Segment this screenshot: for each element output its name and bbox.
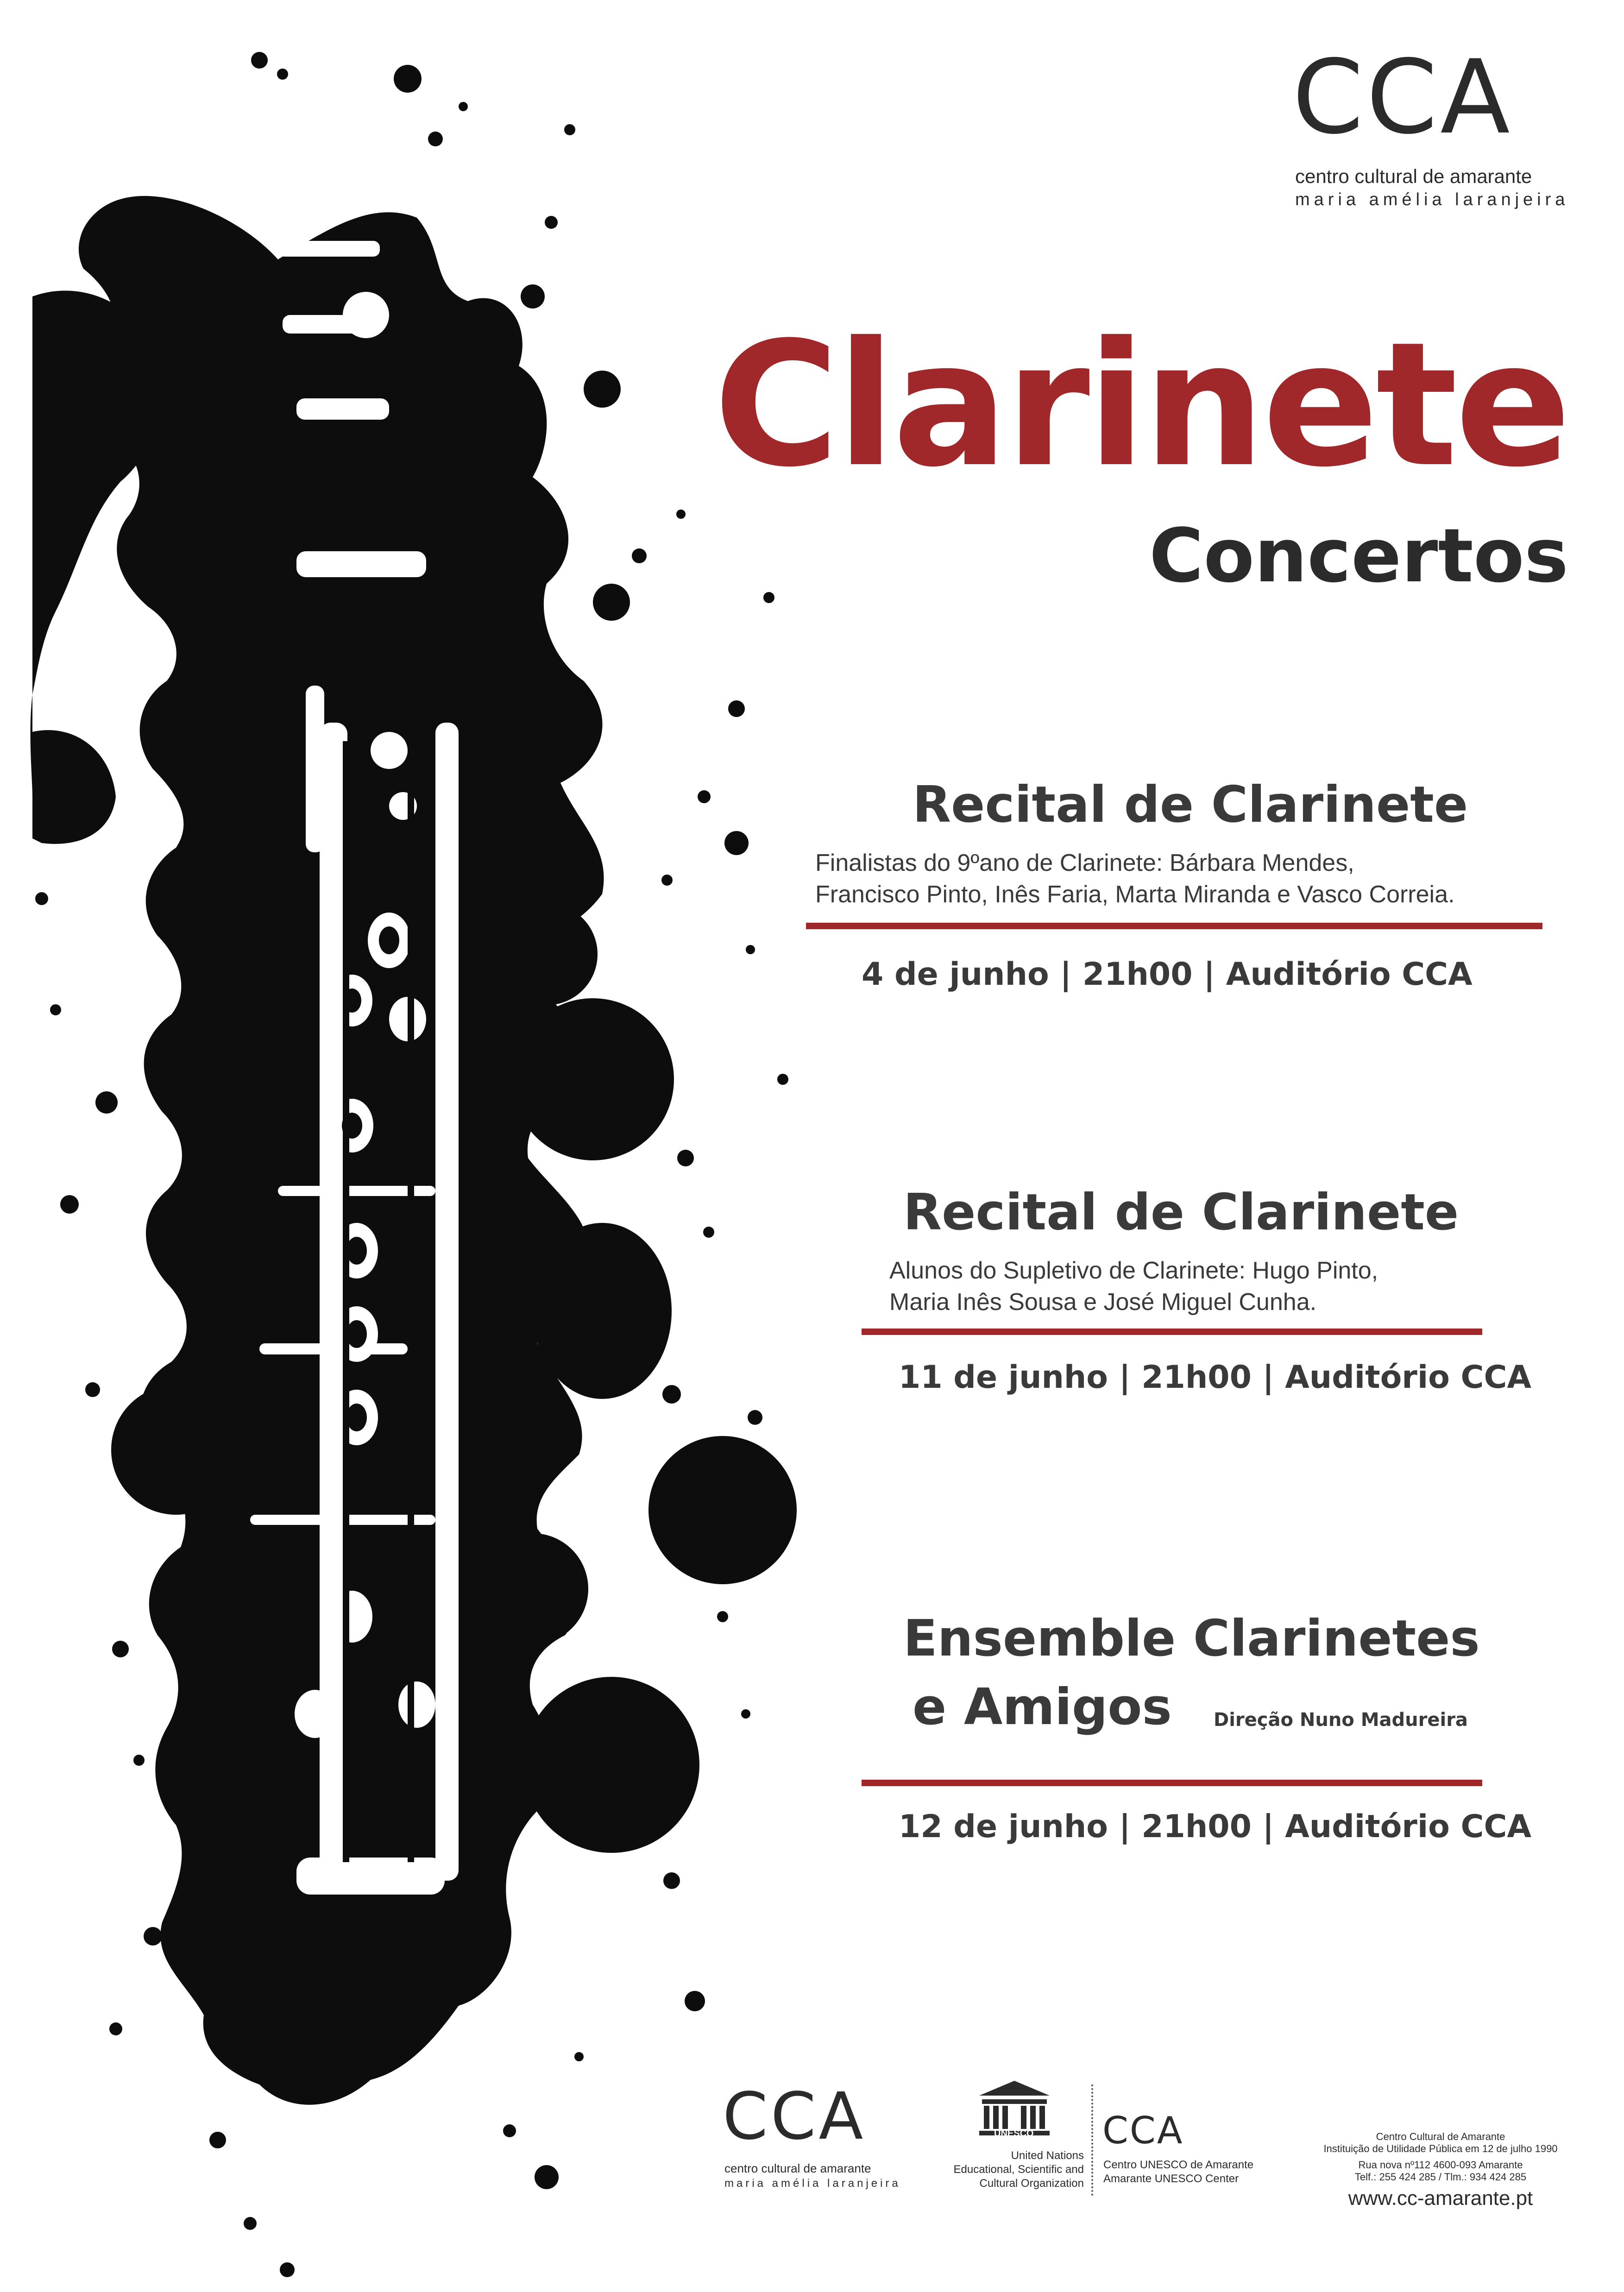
cca-unesco-line1: Centro UNESCO de Amarante bbox=[1103, 2159, 1254, 2171]
unesco-logo bbox=[945, 2080, 1084, 2200]
footer-cca-line1: centro cultural de amarante bbox=[724, 2161, 871, 2175]
unesco-line1: United Nations bbox=[1011, 2149, 1084, 2162]
event-date: 4 de junho | 21h00 | Auditório CCA bbox=[862, 956, 1473, 993]
cca-logo-top bbox=[1292, 38, 1570, 213]
event-date: 12 de junho | 21h00 | Auditório CCA bbox=[899, 1808, 1531, 1845]
footer-vertical-divider bbox=[1091, 2084, 1093, 2196]
contact-line3: Rua nova nº112 4600-093 Amarante bbox=[1358, 2159, 1523, 2171]
event-title: Recital de Clarinete bbox=[913, 776, 1468, 834]
footer-cca-mark: CCA bbox=[723, 2079, 866, 2154]
event-description-line2: Francisco Pinto, Inês Faria, Marta Miranda e Vasco Correia. bbox=[815, 881, 1455, 908]
website-link[interactable]: www.cc-amarante.pt bbox=[1348, 2186, 1533, 2210]
unesco-mark: UNESCO bbox=[994, 2128, 1034, 2139]
event-date: 11 de junho | 21h00 | Auditório CCA bbox=[899, 1359, 1531, 1396]
event-title-line2: e Amigos bbox=[913, 1678, 1172, 1736]
event-title-line1: Ensemble Clarinetes bbox=[903, 1610, 1480, 1668]
cca-unesco-line2: Amarante UNESCO Center bbox=[1103, 2172, 1239, 2185]
cca-logo-mark: CCA bbox=[1292, 38, 1513, 157]
event-divider bbox=[862, 1780, 1482, 1786]
footer-cca-logo bbox=[723, 2075, 917, 2190]
cca-unesco-center bbox=[1102, 2109, 1297, 2186]
contact-line4: Telf.: 255 424 285 / Tlm.: 934 424 285 bbox=[1354, 2171, 1527, 2183]
cca-logo-line2: maria amélia laranjeira bbox=[1295, 190, 1569, 209]
cca-unesco-mark: CCA bbox=[1102, 2109, 1184, 2152]
event-title: Recital de Clarinete bbox=[903, 1184, 1459, 1241]
cca-logo-line1: centro cultural de amarante bbox=[1295, 165, 1532, 187]
event-description-line1: Finalistas do 9ºano de Clarinete: Bárbara Mendes, bbox=[815, 850, 1354, 876]
event-direction: Direção Nuno Madureira bbox=[1214, 1709, 1468, 1731]
event-divider bbox=[862, 1329, 1482, 1335]
unesco-line2: Educational, Scientific and bbox=[953, 2163, 1084, 2176]
poster-title: Clarinete bbox=[713, 306, 1568, 505]
event-description-line1: Alunos do Supletivo de Clarinete: Hugo Pinto, bbox=[889, 1257, 1379, 1284]
footer-cca-line2: maria amélia laranjeira bbox=[724, 2177, 901, 2190]
event-description-line2: Maria Inês Sousa e José Miguel Cunha. bbox=[889, 1289, 1317, 1316]
contact-block bbox=[1297, 2131, 1584, 2223]
unesco-line3: Cultural Organization bbox=[979, 2177, 1084, 2190]
contact-line2: Instituição de Utilidade Pública em 12 de julho 1990 bbox=[1323, 2143, 1558, 2155]
event-divider bbox=[806, 923, 1542, 929]
contact-line1: Centro Cultural de Amarante bbox=[1376, 2131, 1505, 2142]
poster-subtitle: Concertos bbox=[1149, 512, 1568, 599]
